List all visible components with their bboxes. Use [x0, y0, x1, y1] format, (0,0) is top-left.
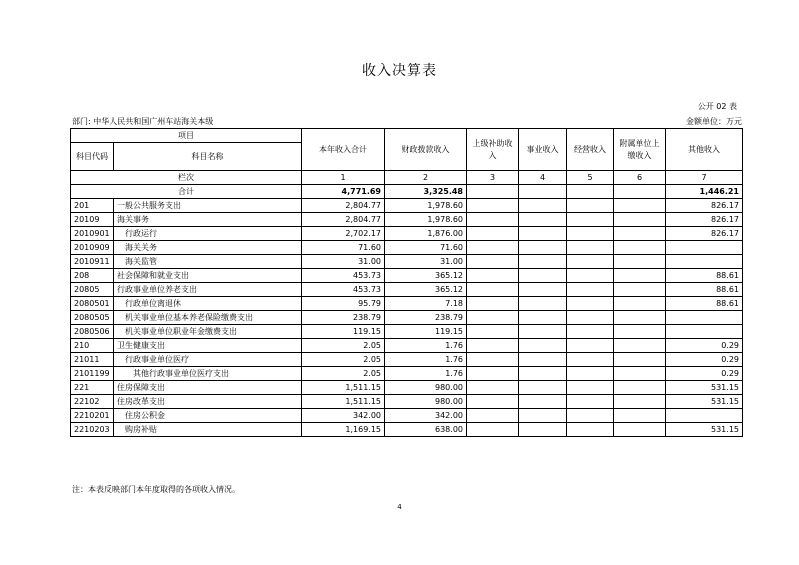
footnote: 注：本表反映部门本年度取得的各项收入情况。 [72, 485, 240, 494]
table-row [71, 381, 743, 395]
row-superior [467, 339, 519, 353]
row-operating [567, 325, 614, 339]
row-superior [467, 199, 519, 213]
col-index-5: 5 [567, 171, 614, 185]
total-income: 4,771.69 [302, 185, 385, 199]
row-affiliate [614, 241, 666, 255]
row-operating [567, 339, 614, 353]
row-business [519, 381, 567, 395]
row-affiliate [614, 339, 666, 353]
row-code: 20109 [71, 213, 114, 227]
row-other: 88.61 [666, 283, 743, 297]
row-operating [567, 199, 614, 213]
row-name: 行政事业单位医疗 [114, 353, 302, 367]
row-name: 海关关务 [114, 241, 302, 255]
row-operating [567, 367, 614, 381]
row-code: 20805 [71, 283, 114, 297]
row-superior [467, 227, 519, 241]
amount-unit: 金额单位：万元 [686, 117, 742, 126]
table-row [71, 423, 743, 437]
row-code: 2010909 [71, 241, 114, 255]
row-affiliate [614, 423, 666, 437]
total-fiscal: 3,325.48 [385, 185, 467, 199]
total-row [71, 185, 743, 199]
total-superior [467, 185, 519, 199]
table-row [71, 297, 743, 311]
row-operating [567, 227, 614, 241]
row-other: 826.17 [666, 227, 743, 241]
row-affiliate [614, 353, 666, 367]
row-superior [467, 423, 519, 437]
row-operating [567, 297, 614, 311]
row-operating [567, 423, 614, 437]
col-index-3: 3 [467, 171, 519, 185]
row-name: 行政单位离退休 [114, 297, 302, 311]
row-business [519, 241, 567, 255]
total-label: 合计 [71, 185, 302, 199]
row-code: 2080505 [71, 311, 114, 325]
row-business [519, 311, 567, 325]
row-income-total: 71.60 [302, 241, 385, 255]
row-affiliate [614, 227, 666, 241]
row-business [519, 325, 567, 339]
report-title: 收入决算表 [362, 63, 437, 79]
header-affiliate: 附属单位上缴收入 [614, 129, 666, 171]
row-fiscal: 1.76 [385, 353, 467, 367]
row-name: 其他行政事业单位医疗支出 [114, 367, 302, 381]
row-code: 2101199 [71, 367, 114, 381]
row-code: 2210203 [71, 423, 114, 437]
row-superior [467, 213, 519, 227]
col-index-1: 1 [302, 171, 385, 185]
row-business [519, 423, 567, 437]
row-affiliate [614, 255, 666, 269]
total-business [519, 185, 567, 199]
row-operating [567, 311, 614, 325]
row-fiscal: 342.00 [385, 409, 467, 423]
row-affiliate [614, 283, 666, 297]
row-affiliate [614, 381, 666, 395]
row-superior [467, 381, 519, 395]
row-business [519, 213, 567, 227]
row-superior [467, 353, 519, 367]
row-name: 住房公积金 [114, 409, 302, 423]
row-name: 海关监管 [114, 255, 302, 269]
row-income-total: 453.73 [302, 269, 385, 283]
row-operating [567, 409, 614, 423]
row-other [666, 241, 743, 255]
row-other: 531.15 [666, 423, 743, 437]
row-other: 531.15 [666, 395, 743, 409]
row-income-total: 1,511.15 [302, 381, 385, 395]
row-name: 住房保障支出 [114, 381, 302, 395]
row-superior [467, 297, 519, 311]
row-operating [567, 395, 614, 409]
row-other: 826.17 [666, 213, 743, 227]
row-income-total: 31.00 [302, 255, 385, 269]
row-affiliate [614, 395, 666, 409]
table-row [71, 227, 743, 241]
row-business [519, 269, 567, 283]
row-income-total: 119.15 [302, 325, 385, 339]
row-other: 0.29 [666, 367, 743, 381]
row-operating [567, 213, 614, 227]
row-fiscal: 365.12 [385, 283, 467, 297]
table-code: 公开 02 表 [697, 102, 737, 111]
row-business [519, 255, 567, 269]
row-income-total: 238.79 [302, 311, 385, 325]
row-fiscal: 7.18 [385, 297, 467, 311]
row-income-total: 342.00 [302, 409, 385, 423]
row-affiliate [614, 409, 666, 423]
col-index-7: 7 [666, 171, 743, 185]
row-superior [467, 255, 519, 269]
table-row [71, 241, 743, 255]
row-fiscal: 1,978.60 [385, 199, 467, 213]
table-row [71, 339, 743, 353]
row-code: 221 [71, 381, 114, 395]
row-income-total: 2,804.77 [302, 199, 385, 213]
row-fiscal: 638.00 [385, 423, 467, 437]
row-name: 机关事业单位基本养老保险缴费支出 [114, 311, 302, 325]
row-fiscal: 1,978.60 [385, 213, 467, 227]
row-income-total: 2,702.17 [302, 227, 385, 241]
row-income-total: 95.79 [302, 297, 385, 311]
row-business [519, 199, 567, 213]
row-code: 2010901 [71, 227, 114, 241]
row-code: 208 [71, 269, 114, 283]
row-business [519, 297, 567, 311]
row-code: 22102 [71, 395, 114, 409]
row-other: 0.29 [666, 339, 743, 353]
table-row [71, 255, 743, 269]
row-income-total: 1,169.15 [302, 423, 385, 437]
col-index-4: 4 [519, 171, 567, 185]
row-income-total: 2,804.77 [302, 213, 385, 227]
row-other: 88.61 [666, 269, 743, 283]
header-name: 科目名称 [114, 143, 302, 171]
row-operating [567, 269, 614, 283]
row-operating [567, 283, 614, 297]
row-code: 2080501 [71, 297, 114, 311]
table-row [71, 199, 743, 213]
row-other: 0.29 [666, 353, 743, 367]
total-operating [567, 185, 614, 199]
total-other: 1,446.21 [666, 185, 743, 199]
row-other [666, 255, 743, 269]
table-row [71, 311, 743, 325]
table-row [71, 283, 743, 297]
row-fiscal: 119.15 [385, 325, 467, 339]
row-fiscal: 31.00 [385, 255, 467, 269]
row-code: 2210201 [71, 409, 114, 423]
row-fiscal: 980.00 [385, 381, 467, 395]
header-business: 事业收入 [519, 129, 567, 171]
row-name: 行政事业单位养老支出 [114, 283, 302, 297]
row-superior [467, 409, 519, 423]
row-name: 购房补贴 [114, 423, 302, 437]
row-superior [467, 311, 519, 325]
row-fiscal: 1.76 [385, 367, 467, 381]
table-row [71, 325, 743, 339]
row-name: 住房改革支出 [114, 395, 302, 409]
row-name: 卫生健康支出 [114, 339, 302, 353]
row-income-total: 453.73 [302, 283, 385, 297]
table-row [71, 409, 743, 423]
row-superior [467, 395, 519, 409]
header-code: 科目代码 [71, 143, 114, 171]
row-affiliate [614, 297, 666, 311]
row-operating [567, 241, 614, 255]
total-affiliate [614, 185, 666, 199]
row-code: 21011 [71, 353, 114, 367]
row-code: 201 [71, 199, 114, 213]
row-other: 826.17 [666, 199, 743, 213]
row-business [519, 227, 567, 241]
header-operating: 经营收入 [567, 129, 614, 171]
row-income-total: 2.05 [302, 367, 385, 381]
table-row [71, 269, 743, 283]
row-fiscal: 365.12 [385, 269, 467, 283]
row-affiliate [614, 269, 666, 283]
row-other: 88.61 [666, 297, 743, 311]
row-name: 行政运行 [114, 227, 302, 241]
column-index-row [71, 171, 743, 185]
col-index-6: 6 [614, 171, 666, 185]
row-name: 机关事业单位职业年金缴费支出 [114, 325, 302, 339]
row-operating [567, 353, 614, 367]
row-income-total: 2.05 [302, 353, 385, 367]
income-table [70, 128, 743, 437]
row-income-total: 1,511.15 [302, 395, 385, 409]
header-superior: 上级补助收入 [467, 129, 519, 171]
row-other: 531.15 [666, 381, 743, 395]
row-name: 海关事务 [114, 213, 302, 227]
table-row [71, 367, 743, 381]
row-income-total: 2.05 [302, 339, 385, 353]
header-fiscal: 财政拨款收入 [385, 129, 467, 171]
row-affiliate [614, 213, 666, 227]
row-business [519, 367, 567, 381]
col-index-2: 2 [385, 171, 467, 185]
row-business [519, 395, 567, 409]
row-code: 2010911 [71, 255, 114, 269]
header-other: 其他收入 [666, 129, 743, 171]
row-affiliate [614, 311, 666, 325]
table-row [71, 353, 743, 367]
row-affiliate [614, 199, 666, 213]
row-fiscal: 238.79 [385, 311, 467, 325]
page-number: 4 [397, 503, 402, 511]
row-fiscal: 980.00 [385, 395, 467, 409]
row-superior [467, 241, 519, 255]
row-business [519, 283, 567, 297]
header-project: 项目 [71, 129, 302, 143]
row-fiscal: 1,876.00 [385, 227, 467, 241]
department-label: 部门: 中华人民共和国广州车站海关本级 [72, 117, 214, 126]
row-name: 一般公共服务支出 [114, 199, 302, 213]
row-other [666, 325, 743, 339]
row-business [519, 353, 567, 367]
table-row [71, 395, 743, 409]
col-index-label: 栏次 [71, 171, 302, 185]
row-superior [467, 283, 519, 297]
row-operating [567, 381, 614, 395]
row-other [666, 311, 743, 325]
row-affiliate [614, 325, 666, 339]
table-row [71, 213, 743, 227]
row-code: 2080506 [71, 325, 114, 339]
row-name: 社会保障和就业支出 [114, 269, 302, 283]
row-operating [567, 255, 614, 269]
row-affiliate [614, 367, 666, 381]
row-superior [467, 269, 519, 283]
row-other [666, 409, 743, 423]
row-superior [467, 325, 519, 339]
row-fiscal: 1.76 [385, 339, 467, 353]
header-row-1 [71, 129, 743, 143]
row-business [519, 409, 567, 423]
row-business [519, 339, 567, 353]
row-fiscal: 71.60 [385, 241, 467, 255]
row-code: 210 [71, 339, 114, 353]
header-income-total: 本年收入合计 [302, 129, 385, 171]
row-superior [467, 367, 519, 381]
